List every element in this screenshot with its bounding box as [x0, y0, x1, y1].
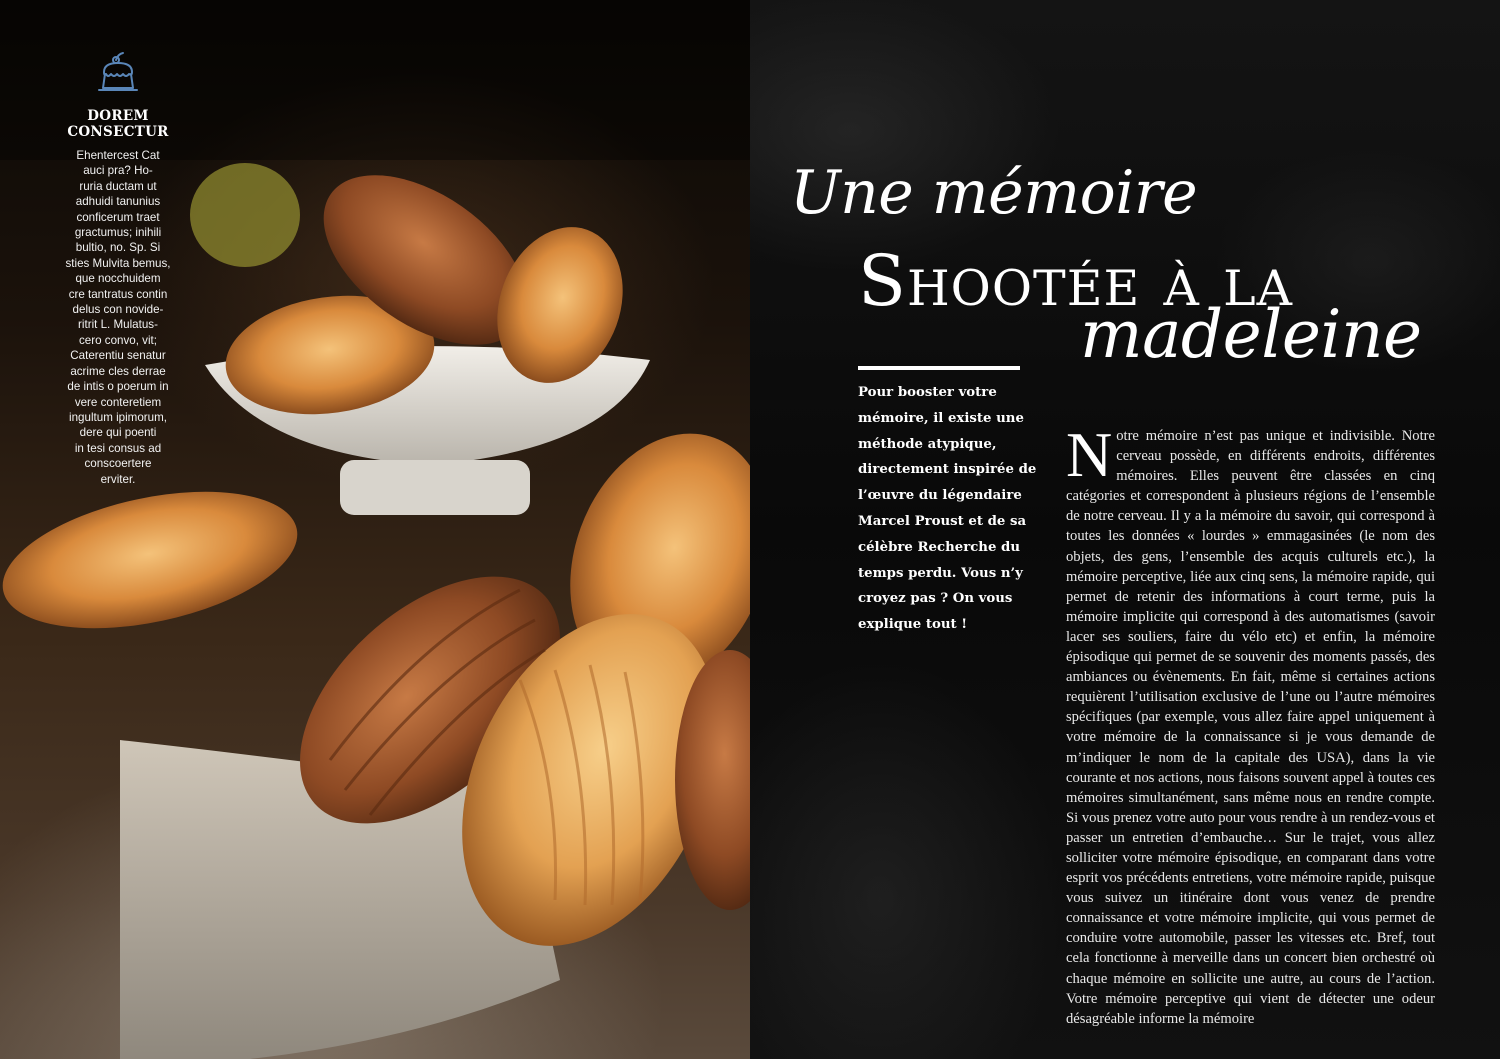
sidebar	[58, 50, 178, 487]
sidebar-title: DOREM CONSECTUR	[67, 108, 169, 140]
article-title-line-2: Shootée à la	[858, 240, 1294, 322]
article-title-line-1: Une mémoire	[790, 158, 1198, 228]
article-title-line-3: madeleine	[1080, 296, 1422, 373]
article-body-text: otre mémoire n’est pas unique et indivisible. Notre cerveau possède, en différents endroits, différentes mémoires. Elles peuvent être classées en cinq catégories et correspondent à plusieurs régions de l’ensemble de notre cerveau. Il y a la mémoire du savoir, qui correspond à toutes les données « lourdes » emmagasinées (le nom des objets, des gens, l’ensemble des acquis culturels etc.), la mémoire perceptive, liée aux cinq sens, la mémoire rapide, qui permet de retenir des informations à court terme, puis la mémoire implicite qui correspond à des automatismes (savoir lacer ses souliers, faire du vélo etc) et enfin, la mémoire épisodique qui permet de se souvenir des moments passés, des ambiances ou évènements. En fait, même si certaines actions requièrent l’utilisation exclusive de l’une ou l’autre mémoires spécifiques (par exemple, vous allez faire appel uniquement à votre mémoire de la connaissance si je vous demande de m’indiquer le nom de la capitale des USA), dans la vie courante et nos actions, nous faisons souvent appel à toutes ces mémoires simultanément, sans même nous en rendre compte. Si vous prenez votre auto pour vous rendre à un rendez-vous et passer un entretien d’embauche… Sur le trajet, vous allez solliciter votre mémoire épisodique, en comparant dans votre esprit vos précédents entretiens, votre mémoire rapide, puisque vous suivez un itinéraire dont vous venez de prendre connaissance et votre mémoire implicite, qui vous permet de conduire votre automobile, passer les vitesses etc. Bref, tout cela fonctionne à merveille dans un concert bien orchestré où chaque mémoire en sollicite une autre, au cours de l’action. Votre mémoire perceptive qui vient de détecter une odeur désagréable informe la mémoire	[1066, 428, 1435, 1027]
article-body	[1066, 419, 1435, 1029]
article-intro: Pour booster votre mémoire, il existe une méthode atypique, directement inspirée de l’œuvre du légendaire Marcel Proust et de sa célèbre Recherche du temps perdu. Vous n’y croyez pas ? On vous explique tout !	[858, 385, 1037, 633]
sidebar-text: Ehentercest Cat auci pra? Ho- ruria ductam ut adhuidi tanunius conficerum traet gractumus; inihili bultio, no. Sp. Si sties Mulvita bemus, que nocchuidem cre tantratus contin delus con novide- ritrit L. Mulatus- cero convo, vit; Caterentiu senatur acrime cles derrae de intis o poerum in vere conteretiem ingultum ipimorum, dere qui poenti in tesi consus ad conscoertere erviter.	[65, 149, 171, 486]
right-page-article	[750, 0, 1500, 1059]
title-divider	[858, 366, 1020, 370]
pudding-cake-icon	[96, 50, 140, 96]
drop-cap: N	[1066, 419, 1113, 490]
